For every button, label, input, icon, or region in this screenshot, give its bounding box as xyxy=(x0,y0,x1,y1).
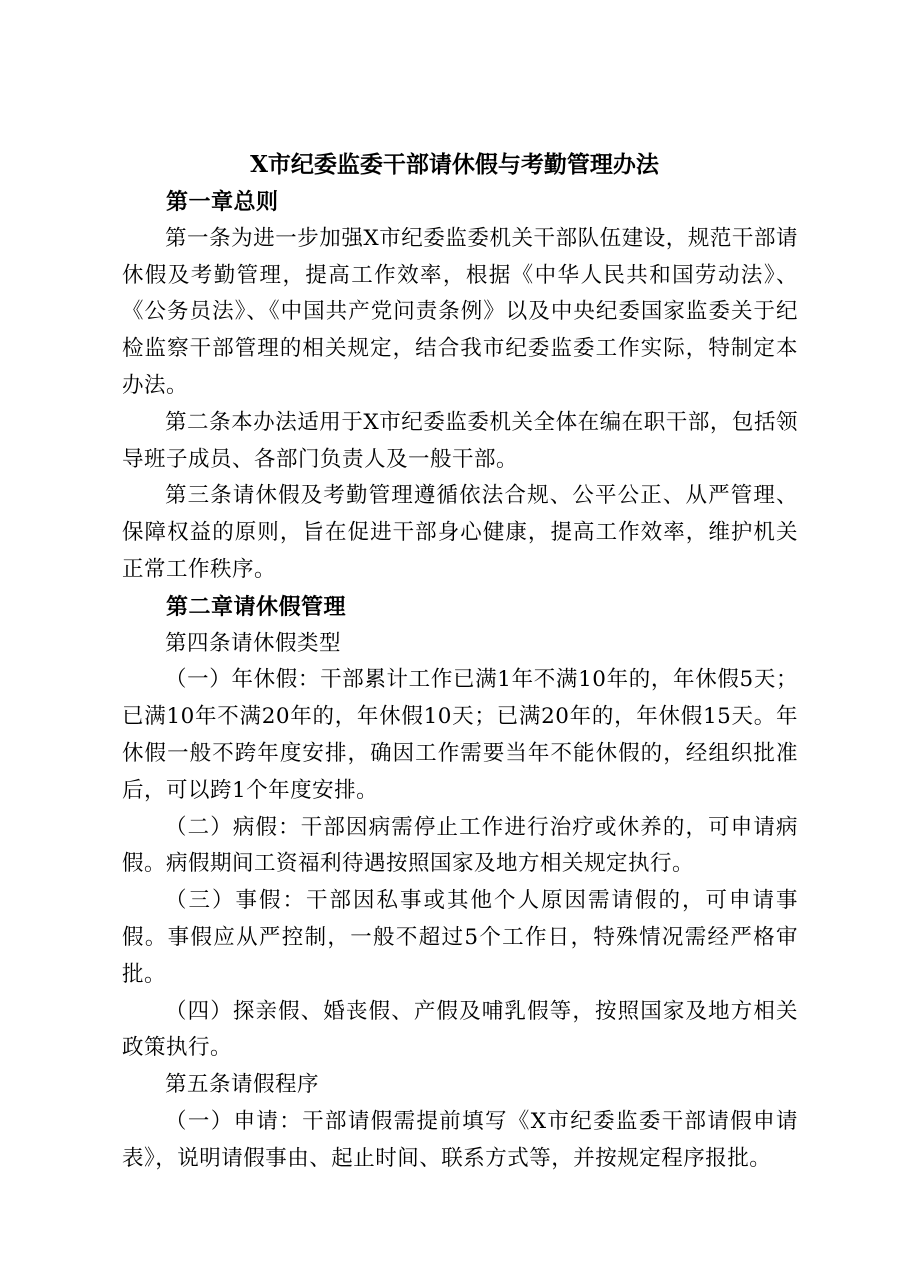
article-4-item-2: （二）病假：干部因病需停止工作进行治疗或休养的，可申请病假。病假期间工资福利待遇按照国家及地方相关规定执行。 xyxy=(122,814,798,877)
document-title: X市纪委监委干部请休假与考勤管理办法 xyxy=(250,151,659,178)
article-4-item-4: （四）探亲假、婚丧假、产假及哺乳假等，按照国家及地方相关政策执行。 xyxy=(122,998,798,1061)
article-5-item-1: （一）申请：干部请假需提前填写《X市纪委监委干部请假申请表》，说明请假事由、起止时间、联系方式等，并按规定程序报批。 xyxy=(122,1108,798,1171)
article-4-heading: 第四条请休假类型 xyxy=(165,630,342,656)
article-5-heading: 第五条请假程序 xyxy=(165,1072,320,1098)
chapter-heading-1: 第一章总则 xyxy=(166,189,279,215)
article-2: 第二条本办法适用于X市纪委监委机关全体在编在职干部，包括领导班子成员、各部门负责人及一般干部。 xyxy=(122,409,798,472)
document-body xyxy=(122,184,798,1178)
article-4-item-3: （三）事假：干部因私事或其他个人原因需请假的，可申请事假。事假应从严控制，一般不超过5个工作日，特殊情况需经严格审批。 xyxy=(122,888,798,987)
article-4-item-1: （一）年休假：干部累计工作已满1年不满10年的，年休假5天；已满10年不满20年的，年休假10天；已满20年的，年休假15天。年休假一般不跨年度安排，确因工作需要当年不能休假的，经组织批准后，可以跨1个年度安排。 xyxy=(122,667,798,803)
article-1: 第一条为进一步加强X市纪委监委机关干部队伍建设，规范干部请休假及考勤管理，提高工作效率，根据《中华人民共和国劳动法》、《公务员法》、《中国共产党问责条例》以及中央纪委国家监委关于纪检监察干部管理的相关规定，结合我市纪委监委工作实际，特制定本办法。 xyxy=(122,225,798,398)
chapter-heading-2: 第二章请休假管理 xyxy=(166,593,347,620)
article-3: 第三条请休假及考勤管理遵循依法合规、公平公正、从严管理、保障权益的原则，旨在促进干部身心健康，提高工作效率，维护机关正常工作秩序。 xyxy=(122,483,798,582)
